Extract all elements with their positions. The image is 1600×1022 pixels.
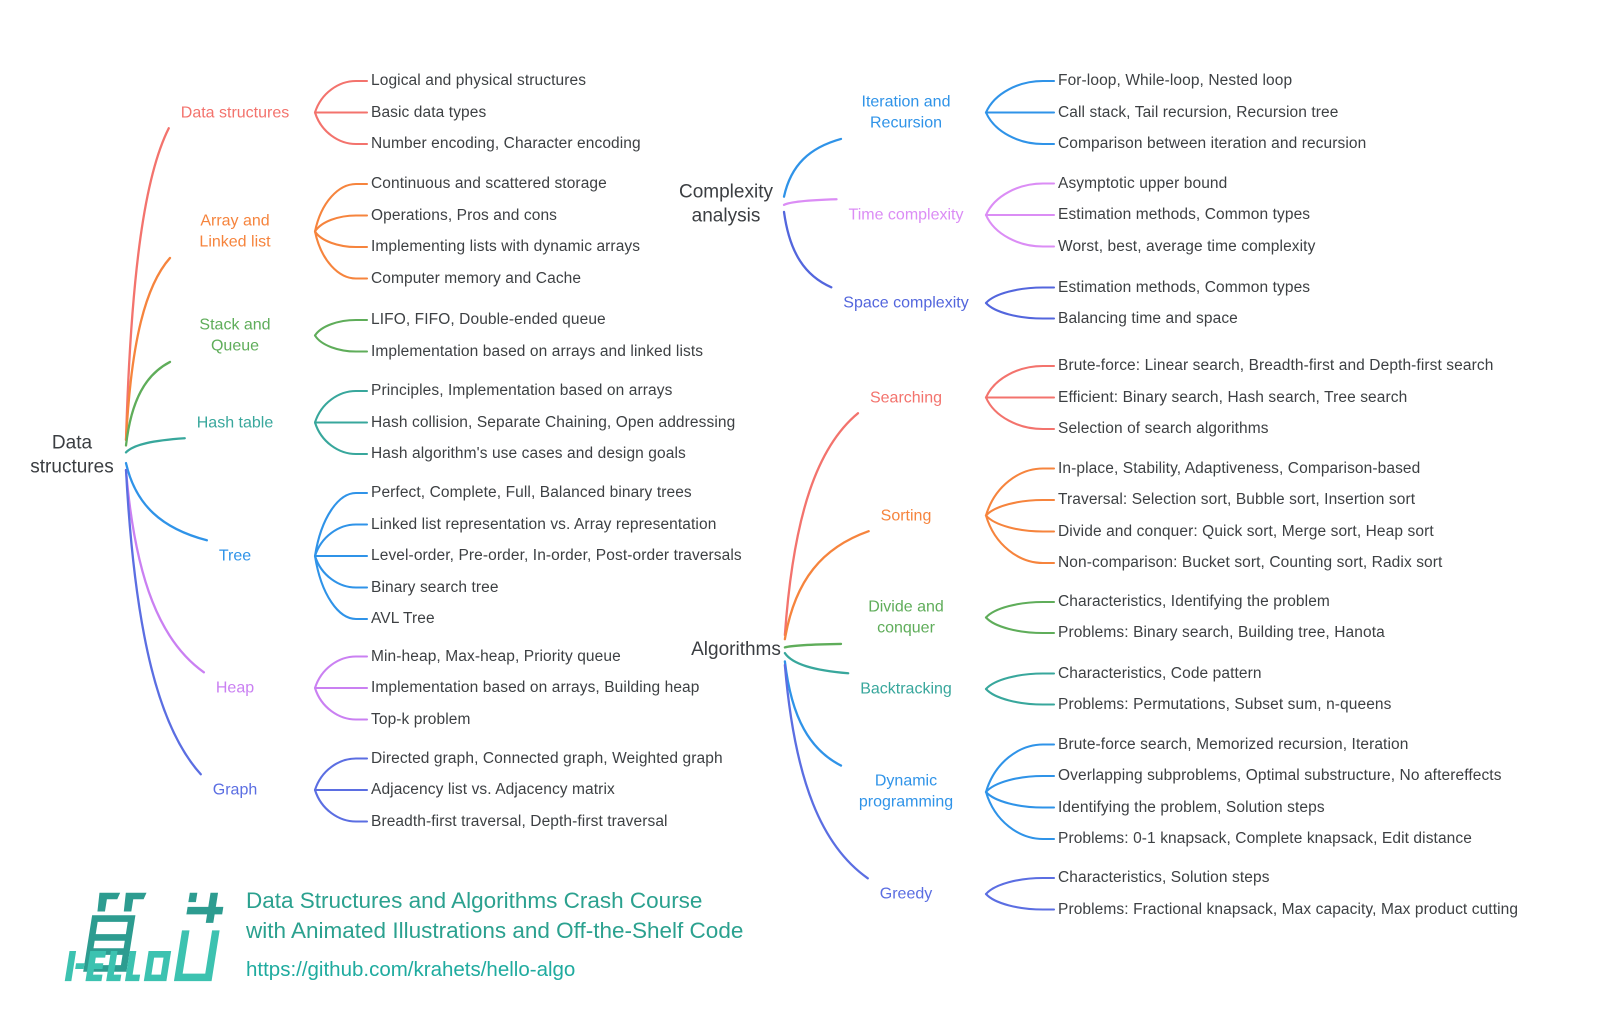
leaf-node: Brute-force: Linear search, Breadth-first and Depth-first search — [1058, 357, 1494, 374]
leaf-node: Balancing time and space — [1058, 309, 1238, 327]
leaf-node: Problems: Permutations, Subset sum, n-queens — [1058, 695, 1392, 713]
branch-stack-and-queue: Stack and Queue — [199, 316, 271, 355]
branch-heap: Heap — [215, 679, 255, 697]
leaf-node: LIFO, FIFO, Double-ended queue — [371, 311, 606, 328]
leaf-node: Problems: 0-1 knapsack, Complete knapsack, Edit distance — [1058, 830, 1472, 847]
footer-title-line1: Data Structures and Algorithms Crash Course — [246, 888, 703, 913]
leaf-node: Overlapping subproblems, Optimal substructure, No aftereffects — [1058, 767, 1502, 784]
branch-backtracking: Backtracking — [860, 680, 952, 698]
leaf-node: Characteristics, Solution steps — [1058, 869, 1270, 886]
root-data-structures: Data structures — [30, 432, 114, 477]
leaf-node: Estimation methods, Common types — [1058, 206, 1311, 223]
leaf-node: Identifying the problem, Solution steps — [1058, 798, 1325, 816]
root-complexity-analysis: Complexity analysis — [679, 181, 773, 226]
leaf-node: Worst, best, average time complexity — [1058, 237, 1316, 255]
leaf-node: Divide and conquer: Quick sort, Merge sort, Heap sort — [1058, 522, 1434, 540]
leaf-node: Computer memory and Cache — [371, 269, 582, 287]
leaf-node: Asymptotic upper bound — [1058, 174, 1228, 192]
leaf-node: Level-order, Pre-order, In-order, Post-order traversals — [371, 547, 742, 564]
branch-tree: Tree — [218, 547, 252, 565]
leaf-node: Principles, Implementation based on arrays — [371, 382, 673, 399]
branch-graph: Graph — [212, 781, 258, 799]
leaf-node: Perfect, Complete, Full, Balanced binary trees — [371, 484, 692, 501]
leaf-node: Continuous and scattered storage — [371, 175, 607, 192]
leaf-node: Problems: Binary search, Building tree, Hanota — [1058, 624, 1385, 641]
footer-title-line2: with Animated Illustrations and Off-the-Shelf Code — [246, 918, 744, 943]
leaf-node: Top-k problem — [371, 710, 471, 728]
branch-searching: Searching — [869, 388, 943, 406]
leaf-node: Number encoding, Character encoding — [371, 135, 641, 152]
branch-divide-and-conquer: Divide and conquer — [868, 598, 944, 637]
branch-time-complexity: Time complexity — [848, 206, 964, 224]
hello-algo-logo-icon — [64, 890, 224, 982]
leaf-node: Hash collision, Separate Chaining, Open addressing — [371, 413, 736, 431]
leaf-node: Implementing lists with dynamic arrays — [371, 238, 641, 255]
leaf-node: Characteristics, Code pattern — [1058, 664, 1262, 682]
leaf-node: Hash algorithm's use cases and design goals — [371, 445, 686, 462]
leaf-node: Min-heap, Max-heap, Priority queue — [371, 647, 621, 665]
branch-hash-table: Hash table — [196, 413, 274, 431]
leaf-node: Binary search tree — [371, 578, 499, 596]
leaf-node: Traversal: Selection sort, Bubble sort, Insertion sort — [1058, 491, 1416, 508]
branch-sorting: Sorting — [880, 506, 932, 524]
root-algorithms: Algorithms — [691, 639, 781, 661]
leaf-node: Basic data types — [371, 103, 487, 121]
leaf-node: Implementation based on arrays, Building heap — [371, 679, 700, 696]
leaf-node: In-place, Stability, Adaptiveness, Comparison-based — [1058, 459, 1421, 477]
leaf-node: AVL Tree — [371, 610, 435, 627]
branch-greedy: Greedy — [879, 885, 933, 903]
leaf-node: Breadth-first traversal, Depth-first traversal — [371, 812, 668, 830]
branch-array-and-linked-list: Array and Linked list — [199, 212, 271, 251]
leaf-node: Operations, Pros and cons — [371, 206, 558, 224]
leaf-node: Implementation based on arrays and linked lists — [371, 342, 704, 360]
leaf-node: For-loop, While-loop, Nested loop — [1058, 72, 1293, 89]
branch-space-complexity: Space complexity — [843, 294, 969, 312]
leaf-node: Brute-force search, Memorized recursion, Iteration — [1058, 735, 1409, 753]
leaf-node: Non-comparison: Bucket sort, Counting sort, Radix sort — [1058, 554, 1443, 571]
leaf-node: Directed graph, Connected graph, Weighted graph — [371, 749, 723, 767]
leaf-node: Estimation methods, Common types — [1058, 278, 1311, 296]
leaf-node: Adjacency list vs. Adjacency matrix — [371, 781, 615, 798]
branch-iteration-and-recursion: Iteration and Recursion — [861, 93, 951, 132]
leaf-node: Linked list representation vs. Array representation — [371, 515, 717, 533]
leaf-node: Call stack, Tail recursion, Recursion tree — [1058, 103, 1339, 121]
footer-url-link[interactable]: https://github.com/krahets/hello-algo — [246, 958, 576, 981]
leaf-node: Selection of search algorithms — [1058, 420, 1269, 437]
leaf-node: Characteristics, Identifying the problem — [1058, 593, 1330, 610]
leaf-node: Logical and physical structures — [371, 72, 587, 89]
branch-data-structures: Data structures — [180, 103, 290, 121]
branch-dynamic-programming: Dynamic programming — [858, 772, 954, 811]
leaf-node: Comparison between iteration and recursion — [1058, 135, 1367, 152]
leaf-node: Problems: Fractional knapsack, Max capacity, Max product cutting — [1058, 900, 1519, 918]
leaf-node: Efficient: Binary search, Hash search, Tree search — [1058, 388, 1408, 406]
